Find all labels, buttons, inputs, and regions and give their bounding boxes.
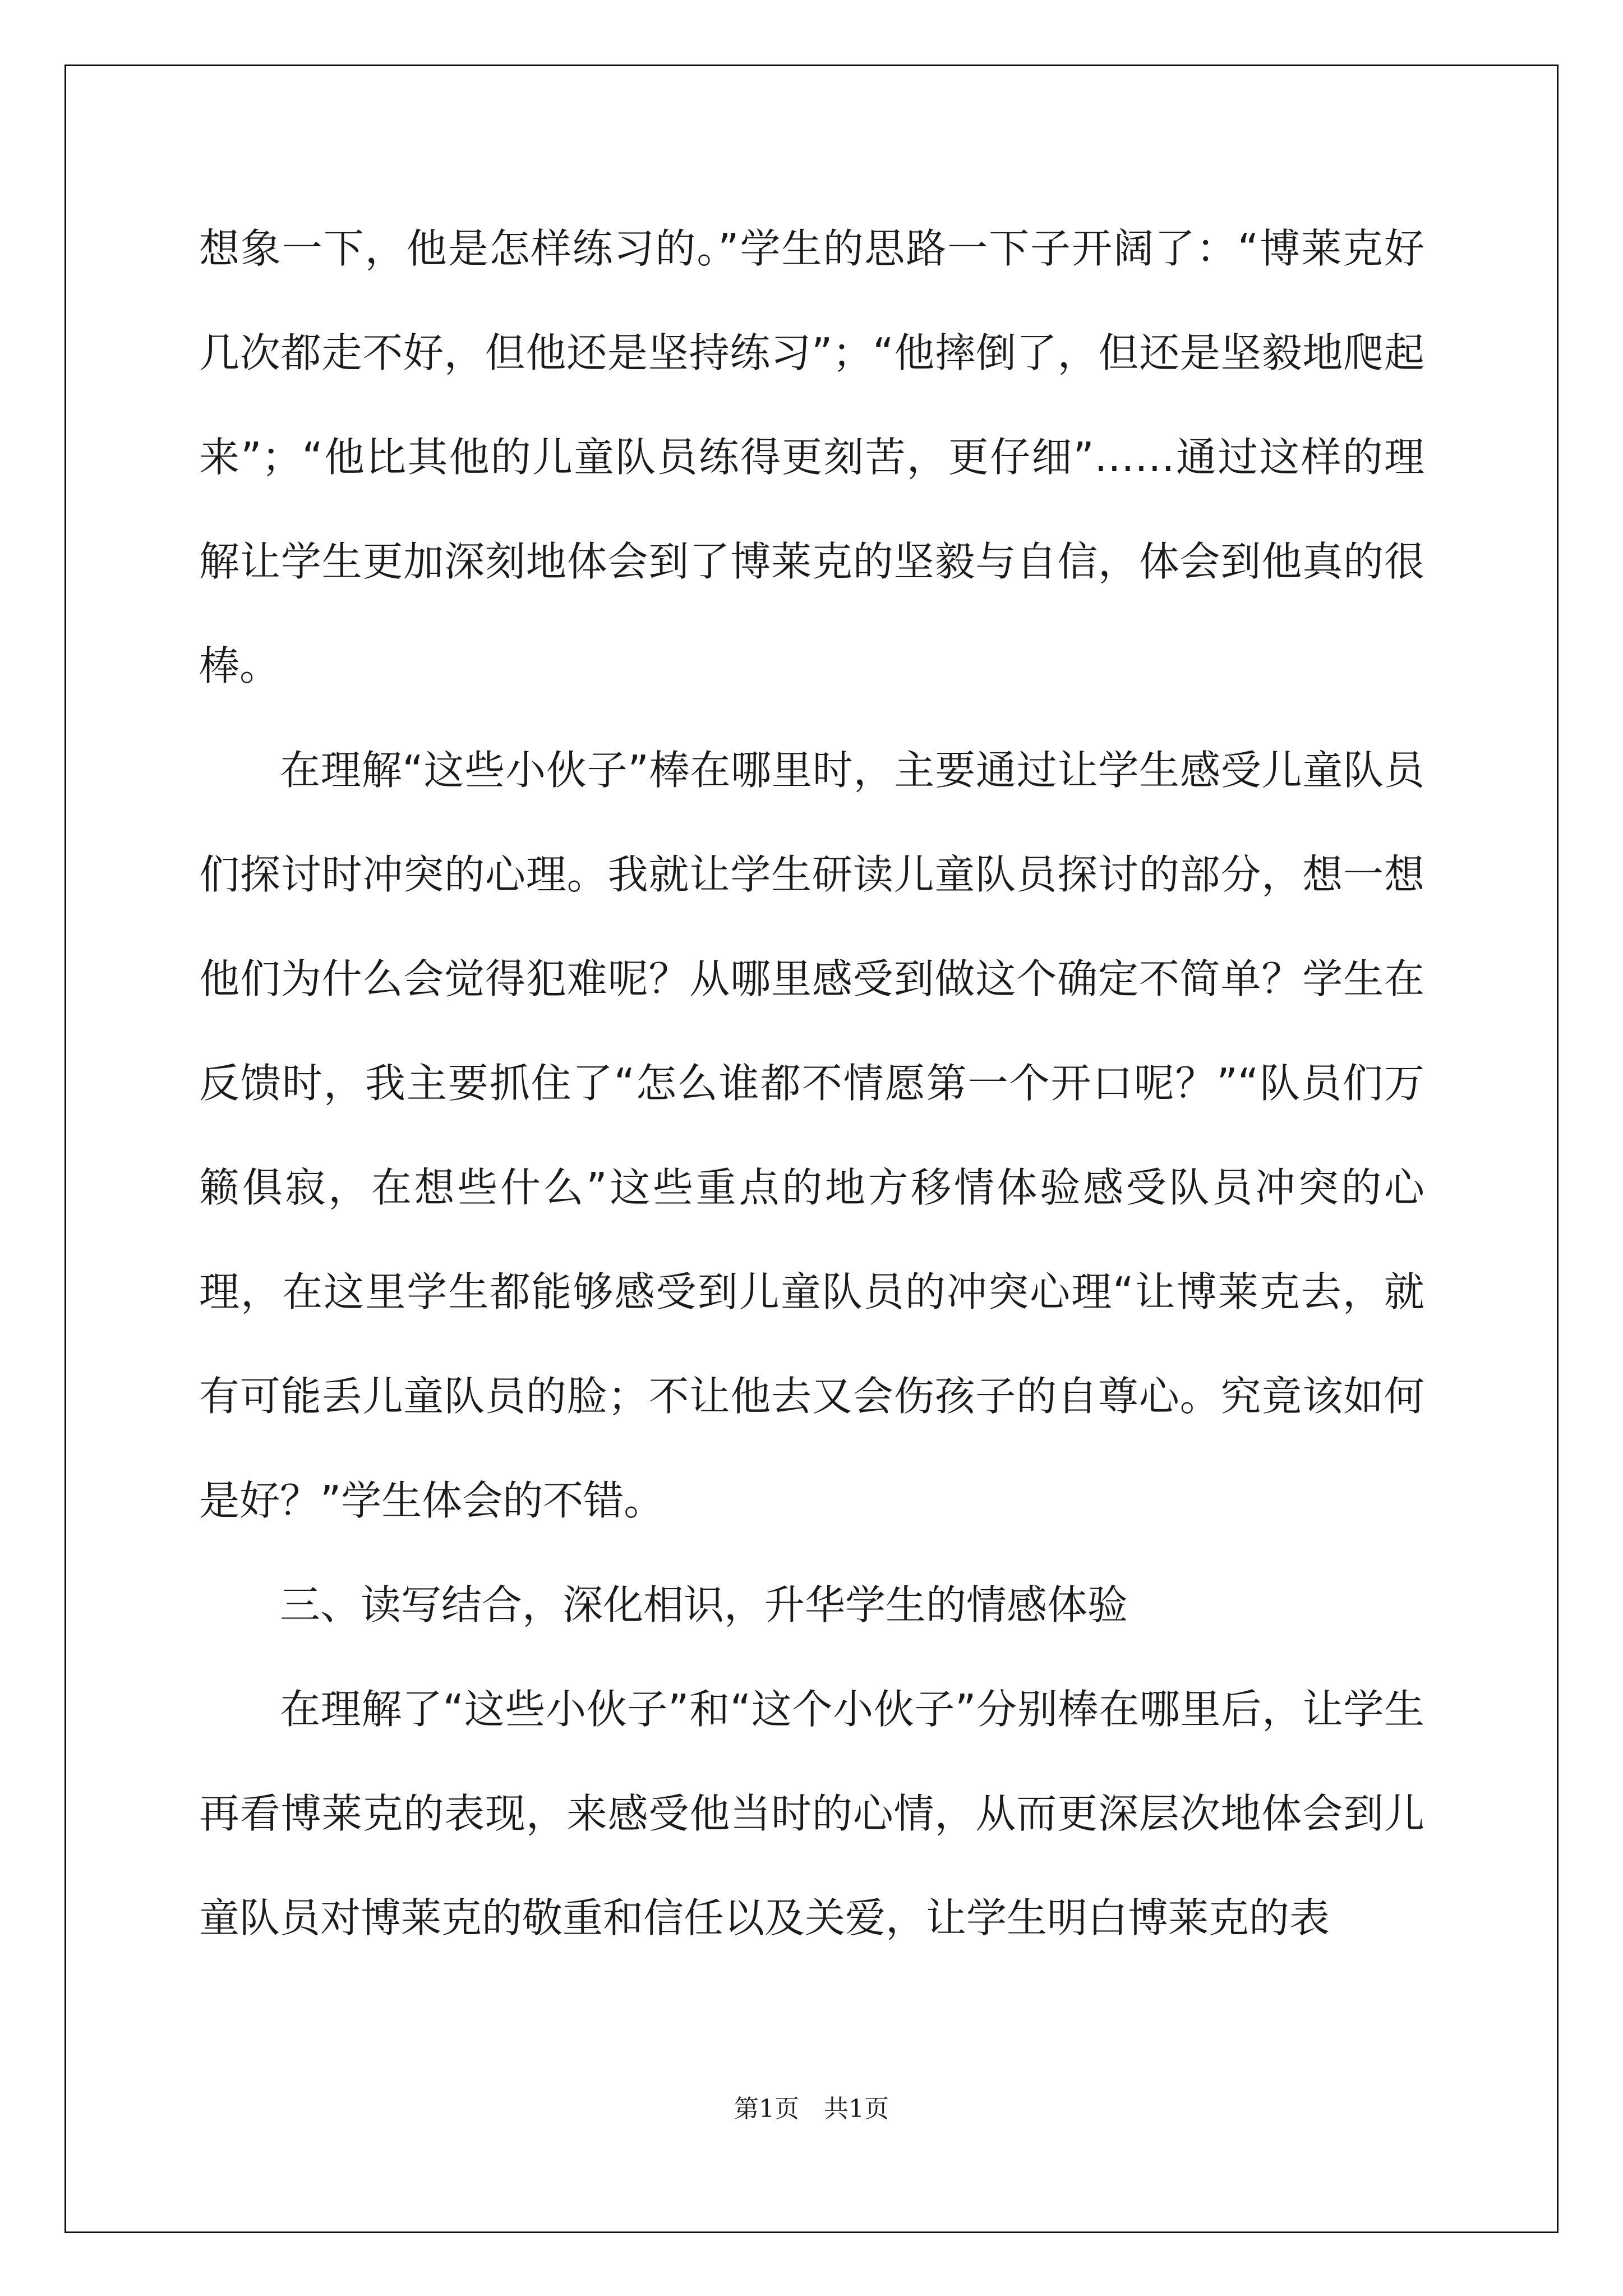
section-heading: 三、读写结合，深化相识，升华学生的情感体验 (280, 1581, 1128, 1628)
paragraph-3: 在理解了“这些小伙子”和“这个小伙子”分别棒在哪里后，让学生再看博莱克的表现，来感受他当时的心情，从而更深层次地体会到儿童队员对博莱克的敬重和信任以及关爱，让学生明白博莱克的表 (199, 1686, 1424, 1941)
document-body (199, 196, 1424, 1970)
page-number: 第1页 共1页 (734, 2095, 889, 2123)
paragraph-1: 想象一下，他是怎样练习的。”学生的思路一下子开阔了：“博莱克好几次都走不好，但他还是坚持练习”；“他摔倒了，但还是坚毅地爬起来”；“他比其他的儿童队员练得更刻苦，更仔细”……通过这样的理解让学生更加深刻地体会到了博莱克的坚毅与自信，体会到他真的很棒。 (199, 225, 1424, 689)
paragraph-2: 在理解“这些小伙子”棒在哪里时，主要通过让学生感受儿童队员们探讨时冲突的心理。我就让学生研读儿童队员探讨的部分，想一想他们为什么会觉得犯难呢？从哪里感受到做这个确定不简单？学生在反馈时，我主要抓住了“怎么谁都不情愿第一个开口呢？”“队员们万籁俱寂，在想些什么”这些重点的地方移情体验感受队员冲突的心理，在这里学生都能够感受到儿童队员的冲突心理“让博莱克去，就有可能丢儿童队员的脸；不让他去又会伤孩子的自尊心。究竟该如何是好？”学生体会的不错。 (199, 747, 1424, 1524)
